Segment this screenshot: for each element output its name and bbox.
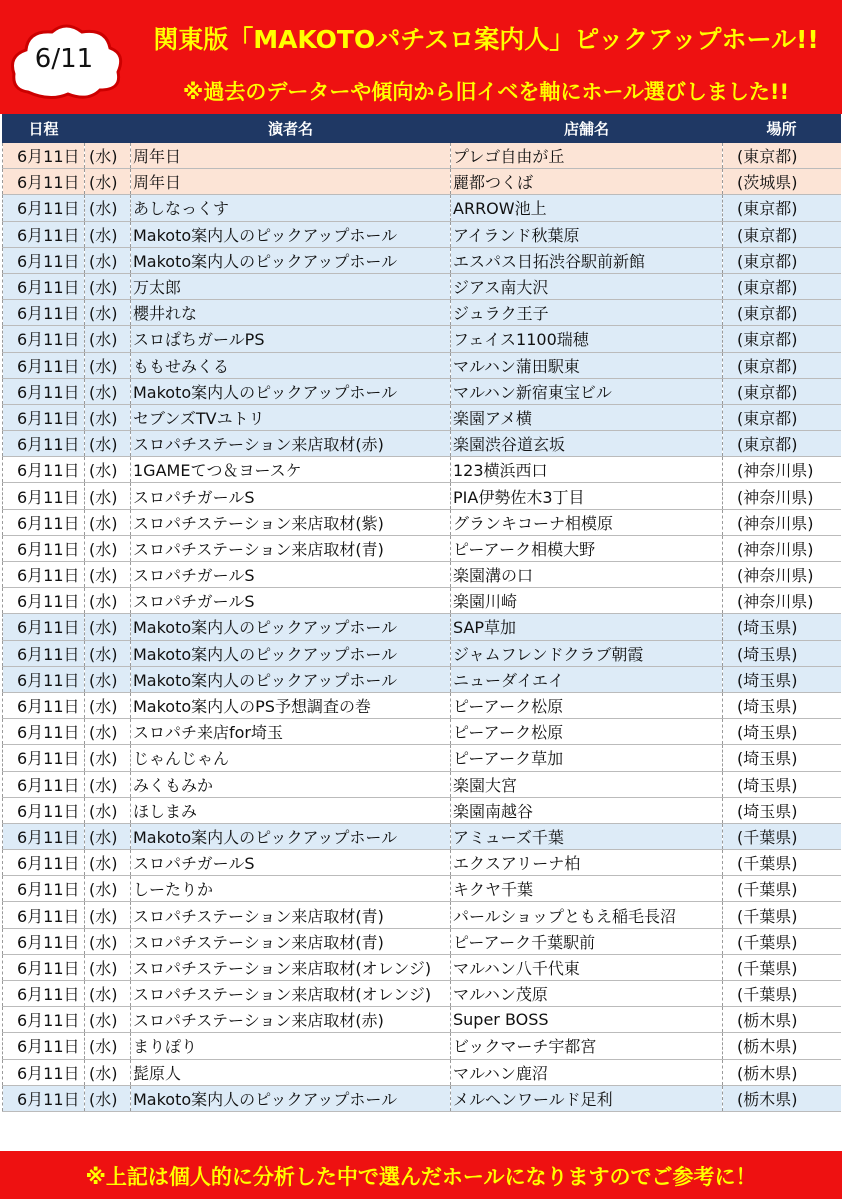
row-day-of-week: (水) xyxy=(85,300,131,326)
page-title: 関東版「MAKOTOパチスロ案内人」ピックアップホール!! xyxy=(153,25,819,54)
row-store: Super BOSS xyxy=(451,1007,723,1033)
row-day-of-week: (水) xyxy=(85,954,131,980)
table-row xyxy=(3,1059,841,1085)
row-day-of-week: (水) xyxy=(85,221,131,247)
row-store: フェイス1100瑞穂 xyxy=(451,326,723,352)
row-date: 6月11日 xyxy=(3,1059,85,1085)
row-day-of-week: (水) xyxy=(85,640,131,666)
row-date: 6月11日 xyxy=(3,640,85,666)
row-performer: スロパチガールS xyxy=(131,562,451,588)
row-location: (東京都) xyxy=(723,352,841,378)
row-performer: Makoto案内人のピックアップホール xyxy=(131,221,451,247)
table-row xyxy=(3,719,841,745)
table-header-row xyxy=(3,115,841,143)
row-day-of-week: (水) xyxy=(85,169,131,195)
column-header-dow xyxy=(85,115,131,143)
table-row xyxy=(3,509,841,535)
row-location: (神奈川県) xyxy=(723,509,841,535)
row-location: (千葉県) xyxy=(723,850,841,876)
table-row xyxy=(3,771,841,797)
row-performer: あしなっくす xyxy=(131,195,451,221)
row-day-of-week: (水) xyxy=(85,692,131,718)
row-store: SAP草加 xyxy=(451,614,723,640)
row-day-of-week: (水) xyxy=(85,535,131,561)
row-store: ピーアーク草加 xyxy=(451,745,723,771)
table-row xyxy=(3,640,841,666)
page-subtitle: ※過去のデーターや傾向から旧イベを軸にホール選びしました!! xyxy=(182,80,790,104)
table-row xyxy=(3,928,841,954)
table-row xyxy=(3,797,841,823)
row-store: ピーアーク松原 xyxy=(451,719,723,745)
row-date: 6月11日 xyxy=(3,1007,85,1033)
column-header-location: 場所 xyxy=(723,115,841,143)
row-location: (神奈川県) xyxy=(723,457,841,483)
row-day-of-week: (水) xyxy=(85,797,131,823)
row-store: キクヤ千葉 xyxy=(451,876,723,902)
row-day-of-week: (水) xyxy=(85,850,131,876)
row-store: マルハン八千代東 xyxy=(451,954,723,980)
row-store: 楽園南越谷 xyxy=(451,797,723,823)
table-row xyxy=(3,169,841,195)
row-performer: 髭原人 xyxy=(131,1059,451,1085)
row-day-of-week: (水) xyxy=(85,771,131,797)
row-store: グランキコーナ相模原 xyxy=(451,509,723,535)
row-store: 楽園大宮 xyxy=(451,771,723,797)
row-day-of-week: (水) xyxy=(85,378,131,404)
table-row xyxy=(3,457,841,483)
row-performer: Makoto案内人のピックアップホール xyxy=(131,378,451,404)
table-row xyxy=(3,850,841,876)
row-performer: 周年日 xyxy=(131,169,451,195)
row-location: (千葉県) xyxy=(723,902,841,928)
row-location: (栃木県) xyxy=(723,1059,841,1085)
row-location: (東京都) xyxy=(723,143,841,169)
row-store: プレゴ自由が丘 xyxy=(451,143,723,169)
row-date: 6月11日 xyxy=(3,771,85,797)
row-store: ARROW池上 xyxy=(451,195,723,221)
row-location: (千葉県) xyxy=(723,954,841,980)
row-date: 6月11日 xyxy=(3,954,85,980)
row-performer: Makoto案内人のピックアップホール xyxy=(131,247,451,273)
column-header-store: 店舗名 xyxy=(451,115,723,143)
table-row xyxy=(3,588,841,614)
row-day-of-week: (水) xyxy=(85,823,131,849)
row-store: ピーアーク相模大野 xyxy=(451,535,723,561)
row-day-of-week: (水) xyxy=(85,1085,131,1111)
row-location: (埼玉県) xyxy=(723,640,841,666)
row-store: PIA伊勢佐木3丁目 xyxy=(451,483,723,509)
table-row xyxy=(3,326,841,352)
row-location: (千葉県) xyxy=(723,876,841,902)
row-location: (千葉県) xyxy=(723,823,841,849)
row-performer: スロパチステーション来店取材(赤) xyxy=(131,431,451,457)
row-date: 6月11日 xyxy=(3,247,85,273)
row-day-of-week: (水) xyxy=(85,431,131,457)
row-performer: 万太郎 xyxy=(131,273,451,299)
row-store: アイランド秋葉原 xyxy=(451,221,723,247)
row-location: (神奈川県) xyxy=(723,562,841,588)
row-day-of-week: (水) xyxy=(85,562,131,588)
row-location: (埼玉県) xyxy=(723,719,841,745)
row-location: (東京都) xyxy=(723,247,841,273)
row-store: メルヘンワールド足利 xyxy=(451,1085,723,1111)
date-badge xyxy=(8,22,126,102)
row-location: (埼玉県) xyxy=(723,797,841,823)
row-location: (東京都) xyxy=(723,326,841,352)
row-date: 6月11日 xyxy=(3,300,85,326)
row-date: 6月11日 xyxy=(3,404,85,430)
table-row xyxy=(3,692,841,718)
row-date: 6月11日 xyxy=(3,273,85,299)
row-performer: スロパチステーション来店取材(青) xyxy=(131,535,451,561)
row-store: マルハン蒲田駅東 xyxy=(451,352,723,378)
row-store: 123横浜西口 xyxy=(451,457,723,483)
table-row xyxy=(3,745,841,771)
row-date: 6月11日 xyxy=(3,745,85,771)
row-performer: Makoto案内人のピックアップホール xyxy=(131,640,451,666)
table-row xyxy=(3,404,841,430)
row-day-of-week: (水) xyxy=(85,1007,131,1033)
row-date: 6月11日 xyxy=(3,352,85,378)
row-day-of-week: (水) xyxy=(85,195,131,221)
table-row xyxy=(3,221,841,247)
row-location: (千葉県) xyxy=(723,981,841,1007)
row-store: 楽園渋谷道玄坂 xyxy=(451,431,723,457)
row-location: (東京都) xyxy=(723,431,841,457)
row-location: (東京都) xyxy=(723,195,841,221)
row-store: パールショップともえ稲毛長沼 xyxy=(451,902,723,928)
table-row xyxy=(3,535,841,561)
row-performer: スロパチステーション来店取材(紫) xyxy=(131,509,451,535)
row-performer: スロぱちガールPS xyxy=(131,326,451,352)
row-performer: しーたりか xyxy=(131,876,451,902)
row-store: 楽園アメ横 xyxy=(451,404,723,430)
table-row xyxy=(3,902,841,928)
row-day-of-week: (水) xyxy=(85,1059,131,1085)
row-location: (東京都) xyxy=(723,378,841,404)
row-date: 6月11日 xyxy=(3,535,85,561)
row-performer: まりぽり xyxy=(131,1033,451,1059)
column-header-date: 日程 xyxy=(3,115,85,143)
row-location: (埼玉県) xyxy=(723,666,841,692)
row-performer: Makoto案内人のピックアップホール xyxy=(131,823,451,849)
row-date: 6月11日 xyxy=(3,850,85,876)
row-location: (神奈川県) xyxy=(723,588,841,614)
row-performer: Makoto案内人のPS予想調査の巻 xyxy=(131,692,451,718)
row-performer: スロパチガールS xyxy=(131,483,451,509)
schedule-table xyxy=(2,114,841,1112)
row-date: 6月11日 xyxy=(3,823,85,849)
row-store: マルハン新宿東宝ビル xyxy=(451,378,723,404)
row-location: (埼玉県) xyxy=(723,745,841,771)
row-store: 麗都つくば xyxy=(451,169,723,195)
row-location: (東京都) xyxy=(723,221,841,247)
row-day-of-week: (水) xyxy=(85,719,131,745)
table-row xyxy=(3,195,841,221)
footer-banner xyxy=(0,1151,842,1199)
row-location: (東京都) xyxy=(723,300,841,326)
row-location: (千葉県) xyxy=(723,928,841,954)
row-date: 6月11日 xyxy=(3,509,85,535)
row-day-of-week: (水) xyxy=(85,273,131,299)
row-day-of-week: (水) xyxy=(85,483,131,509)
table-row xyxy=(3,562,841,588)
row-date: 6月11日 xyxy=(3,143,85,169)
table-row xyxy=(3,1007,841,1033)
column-header-performer: 演者名 xyxy=(131,115,451,143)
row-date: 6月11日 xyxy=(3,1085,85,1111)
row-performer: 1GAMEてつ＆ヨースケ xyxy=(131,457,451,483)
row-store: アミューズ千葉 xyxy=(451,823,723,849)
footer-note: ※上記は個人的に分析した中で選んだホールになりますのでご参考に！ xyxy=(85,1165,757,1189)
row-performer: スロパチガールS xyxy=(131,588,451,614)
table-row xyxy=(3,954,841,980)
row-performer: 周年日 xyxy=(131,143,451,169)
row-day-of-week: (水) xyxy=(85,1033,131,1059)
table-row xyxy=(3,483,841,509)
row-date: 6月11日 xyxy=(3,588,85,614)
row-date: 6月11日 xyxy=(3,614,85,640)
row-store: ジャムフレンドクラブ朝霞 xyxy=(451,640,723,666)
row-performer: ももせみくる xyxy=(131,352,451,378)
row-date: 6月11日 xyxy=(3,195,85,221)
row-location: (神奈川県) xyxy=(723,483,841,509)
table-row xyxy=(3,378,841,404)
row-date: 6月11日 xyxy=(3,1033,85,1059)
table-row xyxy=(3,352,841,378)
row-store: 楽園溝の口 xyxy=(451,562,723,588)
row-location: (栃木県) xyxy=(723,1007,841,1033)
row-store: ニューダイエイ xyxy=(451,666,723,692)
row-store: ジュラク王子 xyxy=(451,300,723,326)
row-performer: スロパチステーション来店取材(赤) xyxy=(131,1007,451,1033)
row-location: (埼玉県) xyxy=(723,614,841,640)
row-store: エスパス日拓渋谷駅前新館 xyxy=(451,247,723,273)
row-performer: スロパチガールS xyxy=(131,850,451,876)
row-performer: セブンズTVユトリ xyxy=(131,404,451,430)
row-day-of-week: (水) xyxy=(85,614,131,640)
row-date: 6月11日 xyxy=(3,692,85,718)
row-date: 6月11日 xyxy=(3,326,85,352)
row-store: 楽園川崎 xyxy=(451,588,723,614)
row-day-of-week: (水) xyxy=(85,902,131,928)
table-row xyxy=(3,614,841,640)
row-date: 6月11日 xyxy=(3,928,85,954)
row-date: 6月11日 xyxy=(3,876,85,902)
row-performer: 櫻井れな xyxy=(131,300,451,326)
row-day-of-week: (水) xyxy=(85,404,131,430)
table-row xyxy=(3,981,841,1007)
row-day-of-week: (水) xyxy=(85,509,131,535)
table-row xyxy=(3,1085,841,1111)
row-location: (栃木県) xyxy=(723,1033,841,1059)
date-badge-text: 6/11 xyxy=(34,44,94,74)
table-row xyxy=(3,273,841,299)
row-location: (東京都) xyxy=(723,404,841,430)
row-date: 6月11日 xyxy=(3,562,85,588)
row-date: 6月11日 xyxy=(3,483,85,509)
row-day-of-week: (水) xyxy=(85,352,131,378)
row-date: 6月11日 xyxy=(3,431,85,457)
row-store: ビックマーチ宇都宮 xyxy=(451,1033,723,1059)
row-date: 6月11日 xyxy=(3,719,85,745)
row-performer: スロパチステーション来店取材(オレンジ) xyxy=(131,981,451,1007)
table-row xyxy=(3,300,841,326)
row-date: 6月11日 xyxy=(3,981,85,1007)
row-performer: スロパチステーション来店取材(青) xyxy=(131,928,451,954)
table-row xyxy=(3,143,841,169)
row-performer: Makoto案内人のピックアップホール xyxy=(131,1085,451,1111)
row-day-of-week: (水) xyxy=(85,326,131,352)
row-date: 6月11日 xyxy=(3,378,85,404)
row-performer: ほしまみ xyxy=(131,797,451,823)
row-store: ピーアーク千葉駅前 xyxy=(451,928,723,954)
row-performer: みくもみか xyxy=(131,771,451,797)
table-row xyxy=(3,247,841,273)
row-day-of-week: (水) xyxy=(85,876,131,902)
row-day-of-week: (水) xyxy=(85,588,131,614)
row-store: マルハン鹿沼 xyxy=(451,1059,723,1085)
row-day-of-week: (水) xyxy=(85,457,131,483)
row-date: 6月11日 xyxy=(3,902,85,928)
row-performer: スロパチ来店for埼玉 xyxy=(131,719,451,745)
table-row xyxy=(3,666,841,692)
row-date: 6月11日 xyxy=(3,666,85,692)
row-day-of-week: (水) xyxy=(85,666,131,692)
row-performer: スロパチステーション来店取材(青) xyxy=(131,902,451,928)
header-banner xyxy=(0,0,842,114)
table-row xyxy=(3,431,841,457)
row-date: 6月11日 xyxy=(3,457,85,483)
row-day-of-week: (水) xyxy=(85,745,131,771)
row-store: マルハン茂原 xyxy=(451,981,723,1007)
row-location: (埼玉県) xyxy=(723,692,841,718)
row-store: エクスアリーナ柏 xyxy=(451,850,723,876)
table-body xyxy=(3,143,841,1112)
row-location: (栃木県) xyxy=(723,1085,841,1111)
row-date: 6月11日 xyxy=(3,169,85,195)
row-location: (茨城県) xyxy=(723,169,841,195)
table-row xyxy=(3,1033,841,1059)
table-row xyxy=(3,823,841,849)
row-location: (東京都) xyxy=(723,273,841,299)
row-performer: Makoto案内人のピックアップホール xyxy=(131,666,451,692)
row-day-of-week: (水) xyxy=(85,981,131,1007)
row-store: ジアス南大沢 xyxy=(451,273,723,299)
row-store: ピーアーク松原 xyxy=(451,692,723,718)
row-performer: じゃんじゃん xyxy=(131,745,451,771)
row-day-of-week: (水) xyxy=(85,928,131,954)
row-date: 6月11日 xyxy=(3,797,85,823)
row-location: (神奈川県) xyxy=(723,535,841,561)
row-day-of-week: (水) xyxy=(85,143,131,169)
row-date: 6月11日 xyxy=(3,221,85,247)
row-performer: Makoto案内人のピックアップホール xyxy=(131,614,451,640)
row-performer: スロパチステーション来店取材(オレンジ) xyxy=(131,954,451,980)
row-location: (埼玉県) xyxy=(723,771,841,797)
row-day-of-week: (水) xyxy=(85,247,131,273)
table-row xyxy=(3,876,841,902)
